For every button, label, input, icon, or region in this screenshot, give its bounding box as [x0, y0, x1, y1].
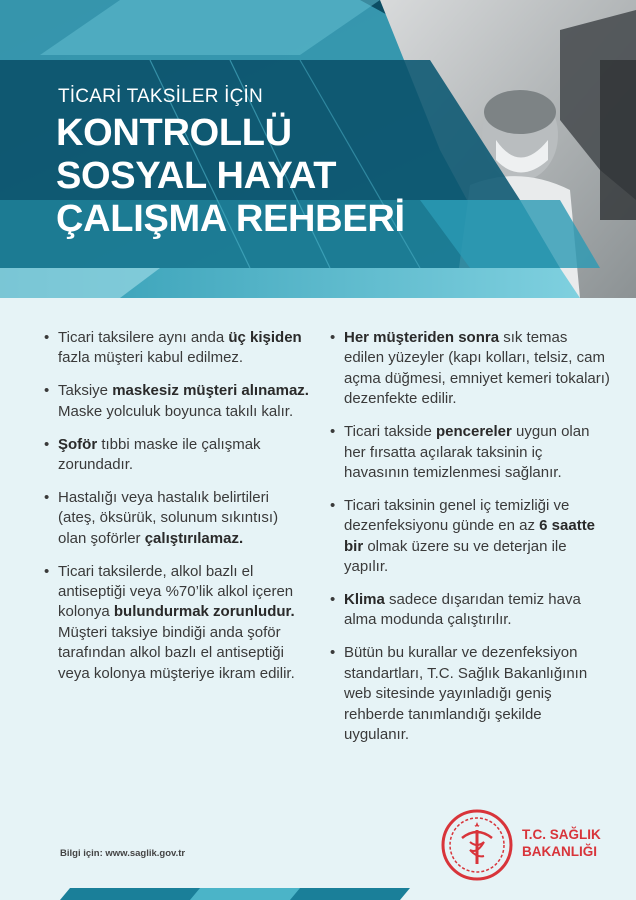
bottom-decor-strip [0, 888, 636, 900]
subtitle: TİCARİ TAKSİLER İÇİN [58, 86, 263, 107]
bullet-text: olmak üzere su ve deterjan ile yapılır. [344, 537, 567, 576]
main-title [56, 112, 405, 241]
bullet-text-bold: 6 saatte bir [344, 517, 596, 555]
title-line-1: KONTROLLÜ [56, 112, 292, 154]
bullet-item [44, 381, 310, 422]
bullet-item [330, 328, 610, 410]
bullet-text-bold: bulundurmak zorunludur. [113, 603, 295, 621]
info-line [60, 848, 185, 859]
bullet-text: sadece dışarıdan temiz hava alma modunda çalıştırılır. [344, 590, 581, 629]
ministry-name-line-1: T.C. SAĞLIK [522, 827, 601, 842]
bullet-item [330, 590, 610, 631]
bullet-text-bold: Şoför [58, 435, 98, 453]
bullet-text: Ticari taksilere aynı anda [58, 329, 229, 346]
bullet-item [330, 643, 610, 745]
bullet-text: Ticari taksilerde, alkol bazlı el antiseptiği veya %70’lik alkol içeren kolonya [58, 562, 294, 621]
title-line-2: SOSYAL HAYAT [56, 155, 337, 197]
bullet-item [330, 422, 610, 483]
bullet-text-bold: üç kişiden [228, 329, 302, 346]
ministry-name [522, 826, 601, 860]
title-line-3: ÇALIŞMA REHBERİ [56, 198, 405, 240]
bullet-text-bold: Her müşteriden sonra [344, 329, 500, 346]
bullet-text: Hastalığı veya hastalık belirtileri (ateş, öksürük, solunum sıkıntısı) olan şoförler [58, 488, 279, 547]
info-label: Bilgi için: [60, 848, 103, 859]
bullet-text: Bütün bu kurallar ve dezenfeksiyon standartları, T.C. Sağlık Bakanlığının web sitesinde yayınladığı geniş rehberde tanımlandığı şekilde uygulanır. [344, 644, 588, 743]
bullet-text-bold: pencereler [435, 423, 512, 441]
bullet-text-bold: çalıştırılamaz. [144, 529, 244, 547]
left-column [44, 328, 310, 697]
bullet-text-bold: Klima [344, 590, 385, 608]
ministry-name-line-2: BAKANLIĞI [522, 844, 597, 859]
bullet-text: sık temas edilen yüzeyler (kapı kolları, telsiz, cam açma düğmesi, emniyet kemeri tokaları) dezenfekte edilir. [344, 329, 610, 408]
header-banner [0, 0, 636, 298]
bullet-text: Ticari takside [344, 423, 436, 441]
bullet-item [44, 562, 310, 684]
right-column [330, 328, 610, 758]
bullet-text: Müşteri taksiye bindiği anda şoför tarafından alkol bazlı el antiseptiği veya kolonya müşteriye ikram edilir. [58, 623, 295, 682]
bullet-item [44, 435, 310, 476]
bullet-item [330, 496, 610, 578]
bullet-text: tıbbi maske ile çalışmak zorundadır. [58, 435, 261, 474]
bullet-item [44, 488, 310, 549]
bullet-text-bold: maskesiz müşteri alınamaz. [112, 382, 309, 400]
bullet-text: Maske yolculuk boyunca takılı kalır. [58, 402, 294, 420]
info-url[interactable]: www.saglik.gov.tr [105, 848, 186, 859]
bullet-text: Ticari taksinin genel iç temizliği ve dezenfeksiyonu günde en az [344, 496, 570, 535]
bullet-text: fazla müşteri kabul edilmez. [58, 349, 244, 367]
ministry-of-health-emblem-icon [440, 808, 514, 882]
bullet-text: uygun olan her fırsatta açılarak taksinin iç havasının temizlenmesi sağlanır. [344, 423, 590, 481]
bullet-text: Taksiye [58, 382, 113, 400]
bullet-item [44, 328, 310, 369]
